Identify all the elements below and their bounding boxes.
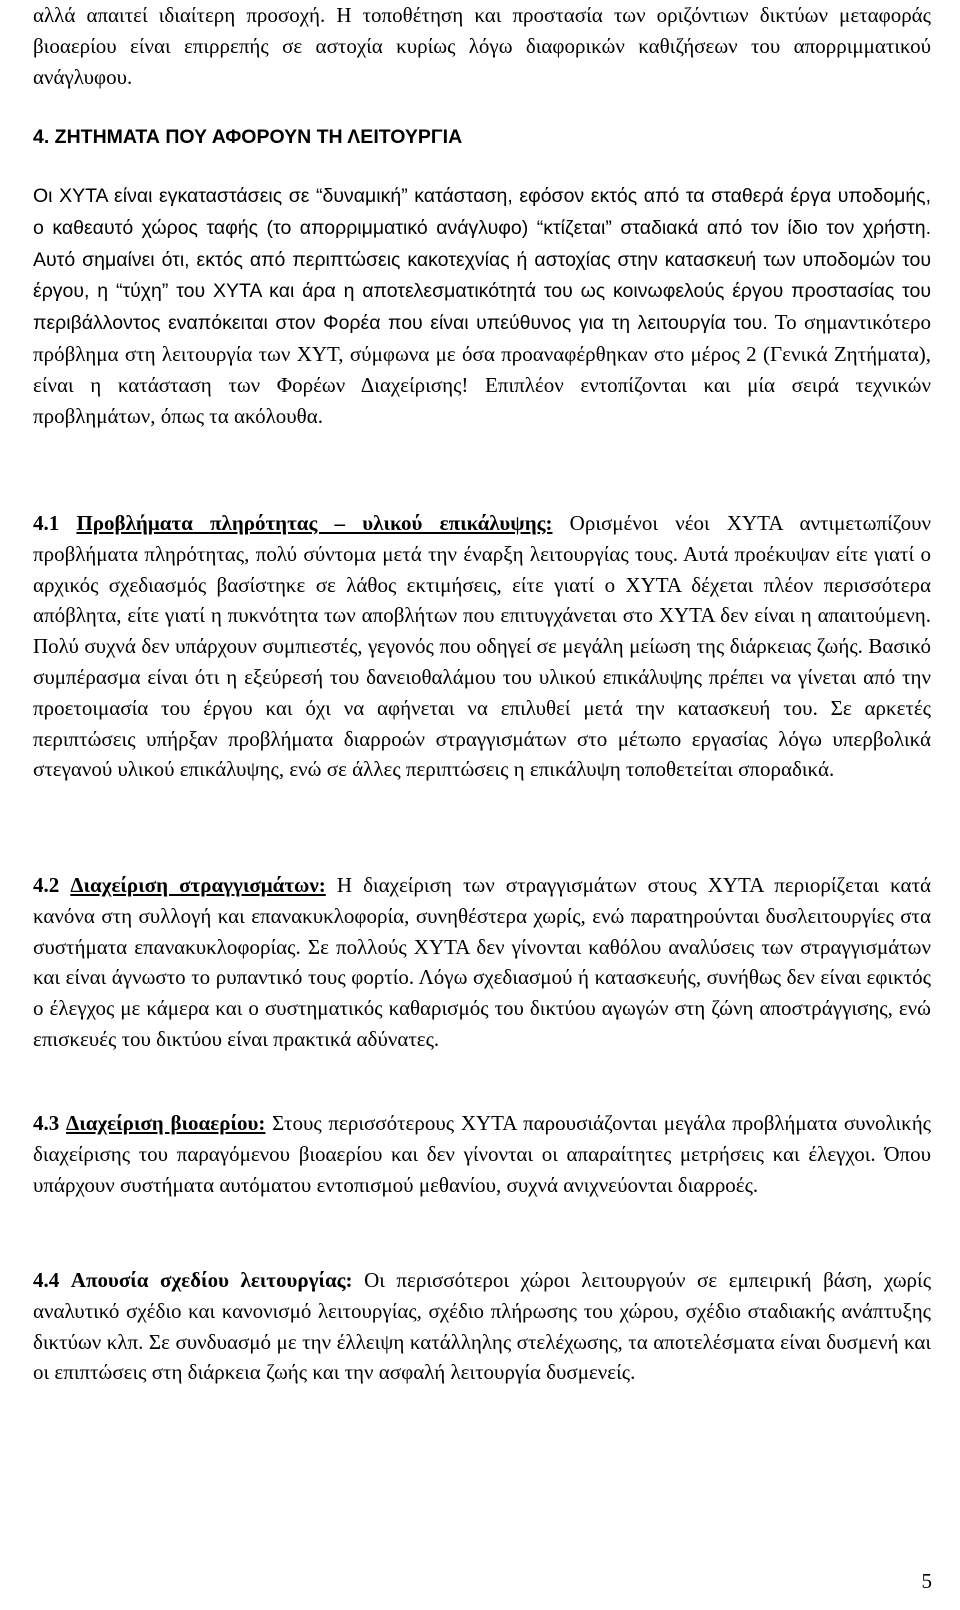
section-4-body-sans: Οι ΧΥΤΑ είναι εγκαταστάσεις σε “δυναμική” κατάσταση, εφόσον εκτός από τα σταθερά έργα υποδομής, ο καθεαυτό χώρος ταφής (το απορριμματικό ανάγλυφο) “κτίζεται” σταδιακά από τον ίδιο τον χρήστη. Αυτό σημαίνει ότι, εκτός από περιπτώσεις κακοτεχνίας ή αστοχίας στην κατασκευή των υποδομών του έργου, η “τύχη” του ΧΥΤΑ και άρα η αποτελεσματικότητά του ως κοινωφελούς έργου προστασίας του περιβάλλοντος εναπόκειται στον Φορέα που είναι υπεύθυνος για τη λειτουργία του.	[33, 185, 931, 335]
subsection-4-1-title: Προβλήματα πληρότητας – υλικού επικάλυψης:	[76, 511, 553, 535]
section-4-heading: 4. ΖΗΤΗΜΑΤΑ ΠΟΥ ΑΦΟΡΟΥΝ ΤΗ ΛΕΙΤΟΥΡΓΙΑ	[33, 126, 463, 148]
intro-paragraph: αλλά απαιτεί ιδιαίτερη προσοχή. Η τοποθέτηση και προστασία των οριζόντιων δικτύων μεταφοράς βιοαερίου είναι επιρρεπής σε αστοχία κυρίως λόγω διαφορικών καθιζήσεων του απορριμματικού ανάγλυφου.	[33, 3, 931, 89]
subsection-4-4	[33, 1265, 931, 1388]
section-4-body	[33, 180, 931, 431]
subsection-4-3-title: Διαχείριση βιοαερίου:	[66, 1111, 266, 1135]
subsection-4-1-number: 4.1	[33, 511, 60, 535]
page-number: 5	[921, 1569, 932, 1593]
subsection-4-3-text: Στους περισσότερους ΧΥΤΑ παρουσιάζονται μεγάλα προβλήματα συνολικής διαχείρισης του παραγόμενου βιοαερίου και δεν γίνονται οι απαραίτητες μετρήσεις και έλεγχοι. Όπου υπάρχουν συστήματα αυτόματου εντοπισμού μεθανίου, συχνά ανιχνεύονται διαρροές.	[33, 1111, 932, 1197]
subsection-4-3-number: 4.3	[33, 1111, 60, 1135]
subsection-4-2-number: 4.2	[33, 873, 60, 897]
subsection-4-4-number: 4.4	[33, 1268, 60, 1292]
subsection-4-2	[33, 870, 931, 1055]
subsection-4-3	[33, 1108, 931, 1200]
subsection-4-2-text: Η διαχείριση των στραγγισμάτων στους ΧΥΤΑ περιορίζεται κατά κανόνα στη συλλογή και επανακυκλοφορία, συνηθέστερα χωρίς, ενώ παρατηρούνται δυσλειτουργίες στα συστήματα επανακυκλοφορίας. Σε πολλούς ΧΥΤΑ δεν γίνονται καθόλου αναλύσεις των στραγγισμάτων και είναι άγνωστο το ρυπαντικό τους φορτίο. Λόγω σχεδιασμού ή κατασκευής, συνήθως δεν είναι εφικτός ο έλεγχος με κάμερα και ο συστηματικός καθαρισμός του δικτύου αγωγών στη ζώνη αποστράγγισης, ενώ επισκευές του δικτύου είναι πρακτικά αδύνατες.	[33, 873, 932, 1051]
subsection-4-4-text: Οι περισσότεροι χώροι λειτουργούν σε εμπειρική βάση, χωρίς αναλυτικό σχέδιο και κανονισμό λειτουργίας, σχέδιο πλήρωσης του χώρου, σχέδιο σταδιακής ανάπτυξης δικτύων κλπ. Σε συνδυασμό με την έλλειψη κατάλληλης στελέχωσης, τα αποτελέσματα είναι δυσμενή και οι επιπτώσεις στη διάρκεια ζωής και την ασφαλή λειτουργία δυσμενείς.	[33, 1268, 932, 1385]
subsection-4-4-title: Απουσία σχεδίου λειτουργίας:	[70, 1268, 353, 1292]
section-4-body-serif: Το σημαντικότερο πρόβλημα στη λειτουργία των ΧΥΤ, σύμφωνα με όσα προαναφέρθηκαν στο μέρος 2 (Γενικά Ζητήματα), είναι η κατάσταση των Φορέων Διαχείρισης! Επιπλέον εντοπίζονται και μία σειρά τεχνικών προβλημάτων, όπως τα ακόλουθα.	[33, 310, 932, 428]
subsection-4-1	[33, 508, 931, 785]
subsection-4-2-title: Διαχείριση στραγγισμάτων:	[70, 873, 326, 897]
subsection-4-1-text: Ορισμένοι νέοι ΧΥΤΑ αντιμετωπίζουν προβλήματα πληρότητας, πολύ σύντομα μετά την έναρξη λειτουργίας τους. Αυτά προέκυψαν είτε γιατί ο αρχικός σχεδιασμός βασίστηκε σε λάθος εκτιμήσεις, είτε γιατί ο ΧΥΤΑ δέχεται πλέον περισσότερα απόβλητα, είτε γιατί η πυκνότητα των αποβλήτων που επιτυγχάνεται στο ΧΥΤΑ δεν είναι η απαιτούμενη. Πολύ συχνά δεν υπάρχουν συμπιεστές, γεγονός που οδηγεί σε μεγάλη μείωση της διάρκειας ζωής. Βασικό συμπέρασμα είναι ότι η εξεύρεσή του δανειοθαλάμου του υλικού επικάλυψης πρέπει να γίνεται από την προετοιμασία του έργου και όχι να αφήνεται να επιλυθεί μετά την κατασκευή του. Σε αρκετές περιπτώσεις υπήρξαν προβλήματα διαρροών στραγγισμάτων στο μέτωπο εργασίας λόγω υπερβολικά στεγανού υλικού επικάλυψης, ενώ σε άλλες περιπτώσεις η επικάλυψη τοποθετείται σποραδικά.	[33, 511, 931, 782]
